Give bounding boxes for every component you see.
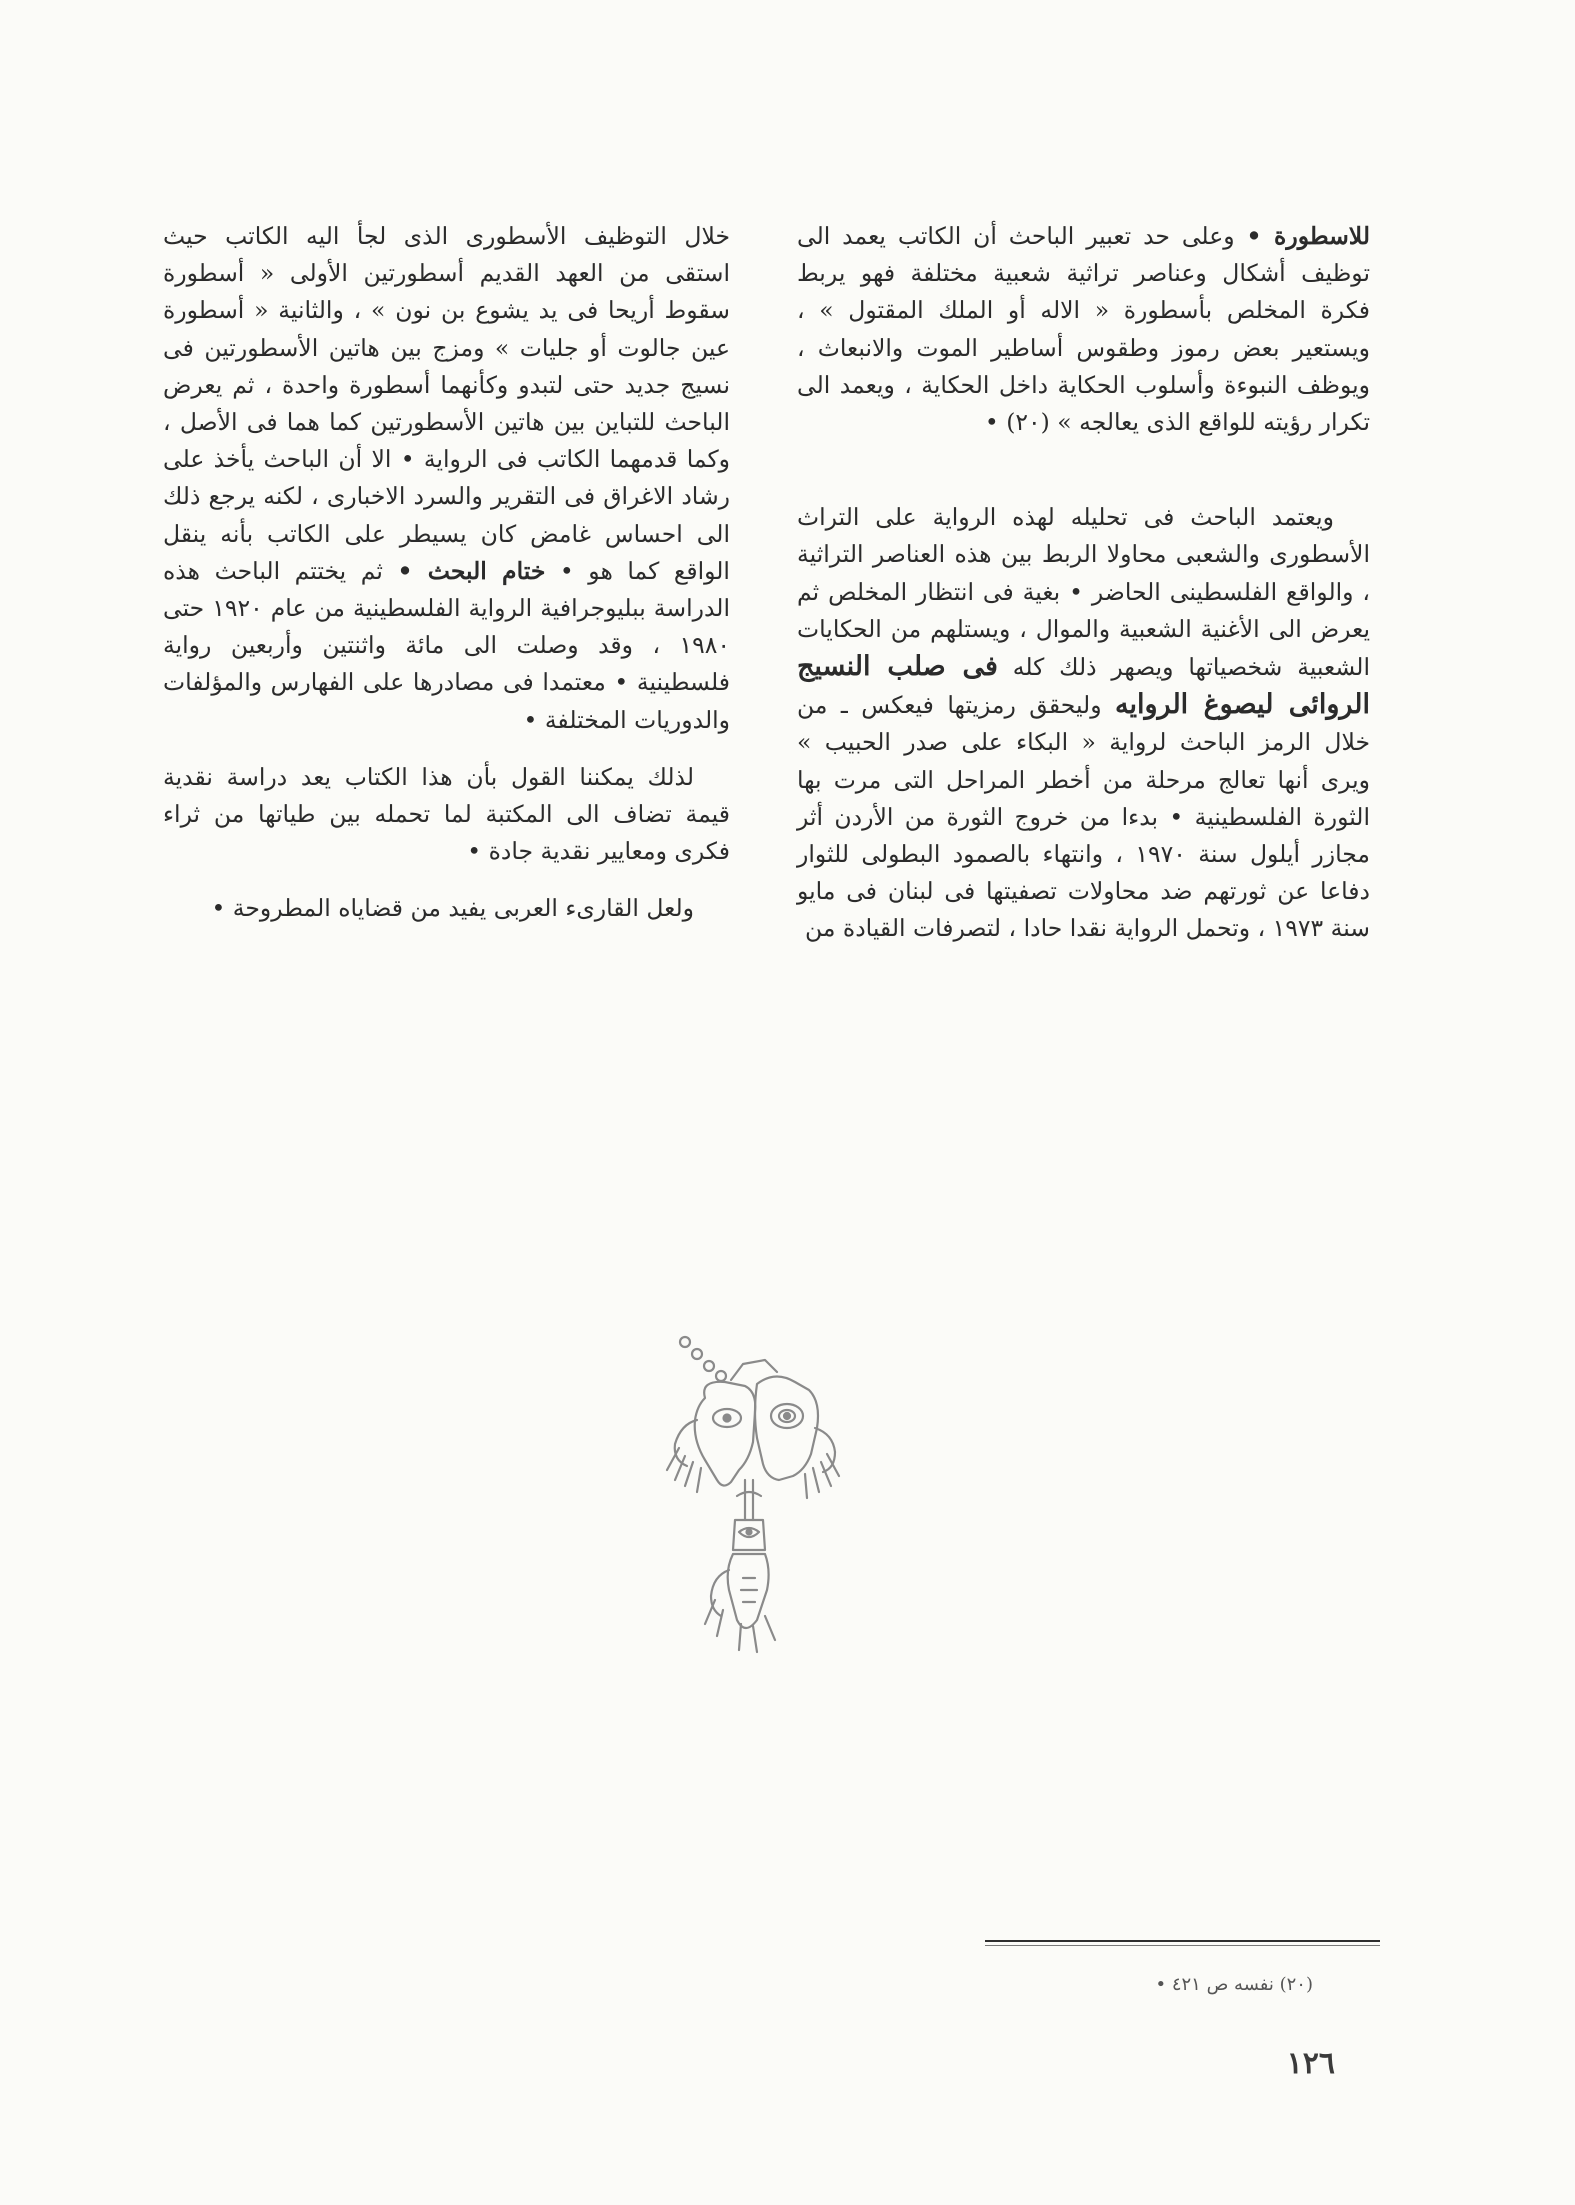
bold-phrase-novel-fabric: فى صلب النسيج الروائى ليصوغ الروايه	[797, 651, 1370, 721]
hand-eye-amulet-illustration	[645, 1320, 855, 1670]
bold-phrase-conclusion: ختام البحث •	[397, 556, 546, 585]
left-paragraph-1	[163, 218, 730, 739]
footnote-20: (٢٠) نفسه ص ٤٢١ •	[1155, 1974, 1313, 1995]
paragraph-gap	[163, 870, 730, 890]
footnote-separator-thin	[985, 1945, 1380, 1946]
right-paragraph-2-text-a: ويعتمد الباحث فى تحليله لهذه الرواية على التراث الأسطورى والشعبى محاولا الربط بين هذه العناصر التراثية ، والواقع الفلسطينى الحاضر • بغية فى انتظار المخلص ثم يعرض الى الأغنية الشعبية والموال ، ويستلهم من الحكايات الشعبية شخصياتها ويصهر ذلك كله	[797, 503, 1370, 682]
left-paragraph-1-text-a: خلال التوظيف الأسطورى الذى لجأ اليه الكاتب حيث استقى من العهد القديم أسطورتين الأولى « أسطورة سقوط أريحا فى يد يشوع بن نون » ، والثانية « أسطورة عين جالوت أو جليات » ومزج بين هاتين الأسطورتين فى نسيج جديد حتى لتبدو وكأنهما أسطورة واحدة ، ثم يعرض الباحث للتباين بين هاتين الأسطورتين كما هما فى الأصل ، وكما قدمهما الكاتب فى الرواية • الا أن الباحث يأخذ على رشاد الاغراق فى التقرير والسرد الاخبارى ، لكنه يرجع ذلك الى احساس غامض كان يسيطر على الكاتب بأنه ينقل الواقع كما هو •	[163, 222, 730, 585]
right-paragraph-1-text: وعلى حد تعبير الباحث أن الكاتب يعمد الى توظيف أشكال وعناصر تراثية شعبية مختلفة فهو يربط فكرة المخلص بأسطورة « الاله أو الملك المقتول » ، ويستعير بعض رموز وطقوس أساطير الموت والانبعاث ، ويوظف النبوءة وأسلوب الحكاية داخل الحكاية ، ويعمد الى تكرار رؤيته للواقع الذى يعالجه » (٢٠) •	[797, 222, 1370, 437]
lead-bold-word: للاسطورة •	[1246, 222, 1370, 250]
footnote-separator	[985, 1940, 1380, 1942]
right-paragraph-2-text-b: وليحقق رمزيتها فيعكس ـ من خلال الرمز الباحث لرواية « البكاء على صدر الحبيب » ويرى أنها تعالج مرحلة من أخطر المراحل التى مرت بها الثورة الفلسطينية • بدءا من خروج الثورة من الأردن أثر مجازر أيلول سنة ١٩٧٠ ، وانتهاء بالصمود البطولى للثوار دفاعا عن ثورتهم ضد محاولات تصفيتها فى لبنان فى مايو سنة ١٩٧٣ ، وتحمل الرواية نقدا حادا ، لتصرفات القيادة من	[797, 691, 1370, 943]
page-number: ١٢٦	[1286, 2046, 1335, 2081]
left-column	[163, 218, 730, 928]
left-paragraph-1-text-b: ثم يختتم الباحث هذه الدراسة ببليوجرافية الرواية الفلسطينية من عام ١٩٢٠ حتى ١٩٨٠ ، وقد وصلت الى مائة واثنتين وأربعين رواية فلسطينية • معتمدا فى مصادرها على الفهارس والمؤلفات والدوريات المختلفة •	[163, 556, 730, 734]
left-paragraph-3: ولعل القارىء العربى يفيد من قضاياه المطروحة •	[211, 894, 694, 923]
paragraph-gap	[797, 441, 1370, 499]
paragraph-gap	[163, 739, 730, 759]
right-column	[797, 218, 1370, 948]
left-paragraph-2: لذلك يمكننا القول بأن هذا الكتاب يعد دراسة نقدية قيمة تضاف الى المكتبة لما تحمله بين طياتها من ثراء فكرى ومعايير نقدية جادة •	[163, 762, 730, 866]
right-paragraph-1	[797, 218, 1370, 441]
right-paragraph-2	[797, 499, 1370, 947]
